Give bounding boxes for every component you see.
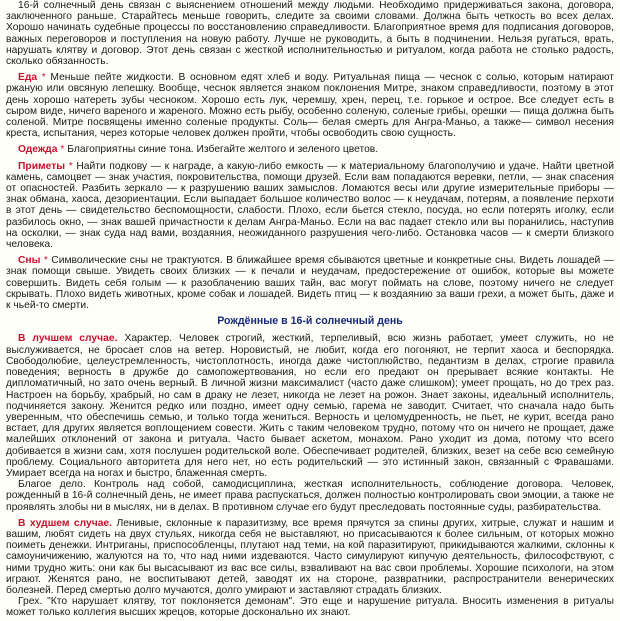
worst-case-paragraph: [6, 518, 614, 596]
omens-label: Приметы: [18, 160, 66, 172]
star-icon: *: [41, 72, 46, 84]
omens-text: Найти подкову — к награде, а какую-либо емкость — к материальному благополучию и удаче. Найти цветной камень, самоцвет — знак участия, покровительства, помощи друзей. Если вам попадаются веревки, петли, — знак спасения от опасностей. Разбить зеркало — к разрушению ваших замыслов. Ломаются весы или другие измерительные приборы — знак обмана, хаоса, дезориентации. Если выпадает большое количество волос — к неудачам, потерям, а появление перхоти в этот день — свидетельство беспомощности, слабости. Плохо, если бьется стекло, посуда, но если потерять иголку, если разбилось окно, — знак вашей причастности к делам Ангра-Маньо. Если на вас падает стекло или вы поранились, наступив на осколки, — знак суда над вами, воздаяния, неожиданного разрушения чего-либо. Остановка часов — к смерти близкого человека.: [6, 160, 614, 251]
best-case-paragraph: [6, 333, 614, 479]
best-case-label: В лучшем случае.: [18, 333, 118, 345]
clothing-text: Благоприятны синие тона. Избегайте желтого и зеленого цветов.: [67, 144, 379, 156]
star-icon: *: [60, 144, 65, 156]
star-icon: *: [68, 160, 73, 172]
best-case-extra: Благое дело. Контроль над собой, самодисциплина, жесткая исполнительность, соблюдение договора. Человек, рожденный в 16-й солнечный день, не имеет права распускаться, должен полностью контролировать свои эмоции, а также не проявлять злобы ни в мыслях, ни в делах. В противном случае его будут преследовать постоянные суды, разбирательства.: [6, 479, 614, 513]
best-case-text: Характер. Человек строгий, жесткий, терпеливый, всю жизнь работает, умеет служить, но не выслуживается, не бросает слов на ветер. Норовистый, не любит, когда его погоняют, не терпит хаоса и беспорядка. Свободолюбие, целеустремленность, чистоплотность, иногда даже чистоплюйство, педантизм в делах, строгие правила поведения; верность в дружбе до самопожертвования, но если его предают он прерывает всякие контакты. Не дипломатичный, но зато очень верный. В личной жизни максималист (часто даже слишком); умеет прощать, но до трех раз. Настроен на борьбу, храбрый, но сам в драку не лезет, никогда не лезет на рожон. Знает законы, идеальный исполнитель, подчиняется закону. Женится редко или поздно, имеет одну семью, гарема не заводит. Считает, что сначала надо быть уверенным, что обеспечишь семью, и только тогда жениться. Верность и целомудренность, не пьет, не курит, всегда рано встает, для других является воплощением совести. Жить с таким человеком трудно, потому что он ничего не прощает, даже малейших отклонений от закона и ритуала. Часто бывает аскетом, монахом. Рано уходит из дома, потому что всего добивается в жизни сам, хотя послушен родительской воле. Обеспечивает родителей, близких, везет на себе всю семейную проблему. Социального авторитета для него нет, но есть родительский — это истинный закон, связанный с Фравашами. Умирает всегда на ногах и быстро, блаженная смерть.: [6, 333, 614, 479]
food-paragraph: [6, 72, 614, 139]
dreams-text: Символические сны не трактуются. В ближайшее время сбываются цветные и конкретные сны. Видеть лошадей — знак помощи свыше. Увидеть своих близких — к печали и неудачам, предостережение от ошибок, которые вы можете совершить. Видеть себя голым — к разоблачению ваших тайн, вас могут поймать на слове, поэтому ничего не следует скрывать. Плохо видеть животных, кроме собак и лошадей. Видеть птиц — к воздаянию за ваши грехи, а может быть, даже и к чьей-то смерти.: [6, 255, 614, 312]
star-icon: *: [43, 255, 48, 267]
food-text: Меньше пейте жидкости. В основном едят хлеб и воду. Ритуальная пища — чеснок с солью, которым натирают ржаную или овсяную лепешку. Вообще, чеснок является знаком поклонения Митре, знаком справедливости, поэтому в этот день хорошо натереть зубы чесноком. Хорошо есть лук, черемшу, хрен, перец, т.е. горькое и острое. Все следует есть в сыром виде, ничего вареного и жареного. Можно есть рыбу, особенно соленую, соленые грибы, орешки — пища должна быть соленой. Митре посвящены именно соленые продукты. Соль— белая смерть для Ангра-Маньо, а также— символ несения креста, испытания, через которые человек должен пройти, чтобы освободить свою сущность.: [6, 72, 614, 140]
dreams-paragraph: [6, 255, 614, 311]
worst-case-text: Ленивые, склонные к паразитизму, все время прячутся за спины других, хитрые, служат и нашим и вашим, любят сидеть на двух стульях, никогда себя не выставляют, но присасываются к более сильным, от которых можно поиметь денежки. Интриганы, приспособленцы, плутают над теми, на кой паразитируют, прикидываются жалкими, склонны к самоуничижению, жалуются на то, что над ними издеваются. Часто симулируют кипучую деятельность, философствуют, с ними трудно жить: они как бы высасывают из вас все силы, взваливают на вас свои проблемы. Хорошие психологи, на этом играют. Женятся рано, не воспитывают детей, заводят их на стороне, развратники, распространители венерических болезней. Перед смертью долго мучаются, долго умирают и заставляют страдать близких.: [6, 517, 614, 596]
clothing-paragraph: [6, 144, 614, 155]
worst-case-extra: Грех. "Кто нарушает клятву, тот поклоняется демонам". Это еще и нарушение ритуала. Вносить изменения в ритуалы может только коллегия высших жрецов, которые досконально их знают.: [6, 596, 614, 619]
worst-case-label: В худшем случае.: [18, 517, 113, 529]
dreams-label: Сны: [18, 255, 41, 267]
food-label: Еда: [18, 72, 38, 84]
intro-paragraph: 16-й солнечный день связан с выяснением отношений между людьми. Необходимо придерживаться закона, договора, заключенного раньше. Старайтесь меньше говорить, следите за своими словами. Должна быть четкость во всех делах. Хорошо начинать судебные процессы по восстановлению справедливости. Благоприятное время для подписания договоров, важных переговоров и поступления на новую работу. Лучше не руководить, а быть в подчинении. Нельзя ругаться, врать, нарушать клятву и договор. Этот день связан с жесткой исполнительностью и ритуалом, когда работа не столько радость, сколько обязанность.: [6, 0, 614, 68]
clothing-label: Одежда: [18, 144, 58, 156]
omens-paragraph: [6, 161, 614, 251]
born-heading: Рождённые в 16-й солнечный день: [217, 315, 403, 328]
